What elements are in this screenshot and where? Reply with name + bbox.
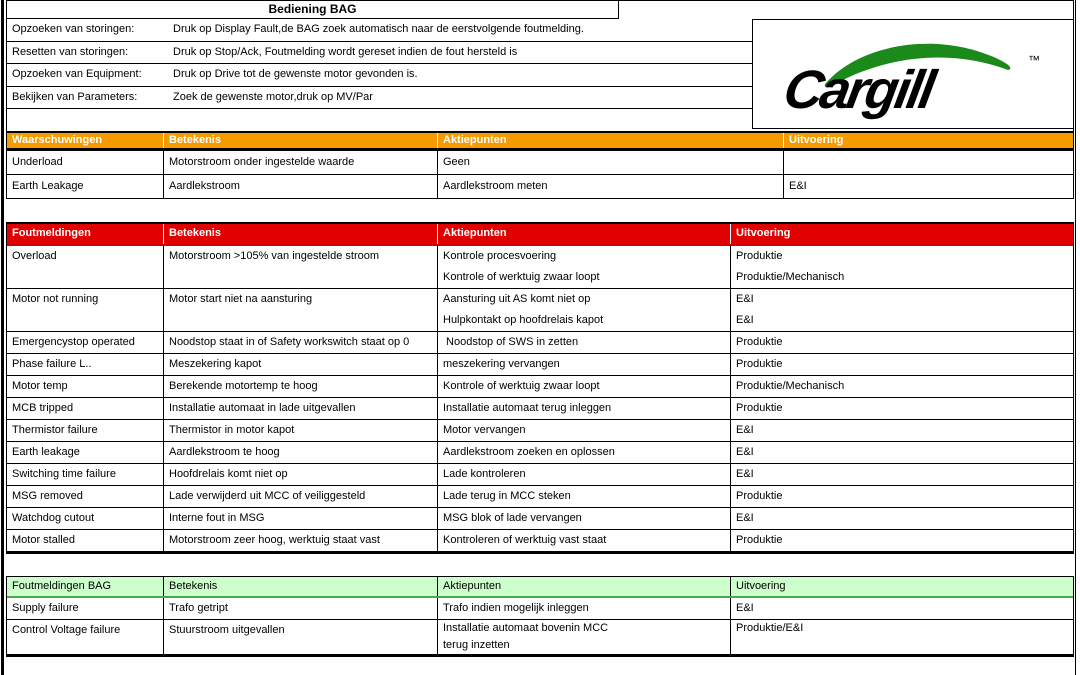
table-row — [7, 151, 1073, 175]
instruction-text: Druk op Display Fault,de BAG zoek automatisch naar de eerstvolgende foutmelding. — [173, 23, 584, 35]
action-lines — [438, 398, 1073, 419]
action-lines — [438, 420, 1073, 441]
meaning-cell: Trafo getript — [164, 598, 438, 619]
meaning-cell: Meszekering kapot — [164, 354, 438, 375]
action-lines — [438, 332, 1073, 353]
action-lines — [438, 620, 1073, 654]
table-row — [7, 442, 1073, 464]
action-line — [438, 246, 1073, 267]
action-cell: meszekering vervangen — [438, 354, 731, 375]
instruction-label: Resetten van storingen: — [12, 46, 129, 58]
meaning-cell: Noodstop staat in of Safety workswitch staat op 0 — [164, 332, 438, 353]
instruction-text: Zoek de gewenste motor,druk op MV/Par — [173, 91, 373, 103]
foutmeldingen-header-row — [7, 224, 1073, 246]
fault-name-cell: Motor temp — [7, 376, 164, 397]
action-line — [438, 442, 1073, 463]
action-line — [438, 530, 1073, 551]
column-header: Foutmeldingen — [7, 224, 164, 244]
action-line — [438, 420, 1073, 441]
executor-cell: E&I — [736, 468, 754, 480]
action-line — [438, 175, 1073, 198]
meaning-cell: Motorstroom >105% van ingestelde stroom — [164, 246, 438, 288]
action-line — [438, 398, 1073, 419]
column-header: Aktiepunten — [438, 224, 731, 244]
action-line — [438, 464, 1073, 485]
action-lines — [438, 598, 1073, 619]
action-cell: Kontrole procesvoering — [438, 246, 731, 267]
action-lines — [438, 354, 1073, 375]
meaning-cell: Motor start niet na aansturing — [164, 289, 438, 331]
action-cell: Lade terug in MCC steken — [438, 486, 731, 507]
fault-name-cell: Emergencystop operated — [7, 332, 164, 353]
fault-name-cell: Switching time failure — [7, 464, 164, 485]
fault-name-cell: Underload — [7, 151, 164, 174]
fault-name-cell: Earth leakage — [7, 442, 164, 463]
executor-cell: E&I — [736, 602, 754, 614]
table-row — [7, 398, 1073, 420]
foutmeldingen-bag-table — [6, 576, 1074, 657]
action-cell: Aardlekstroom meten — [438, 175, 784, 198]
meaning-cell: Aardlekstroom te hoog — [164, 442, 438, 463]
cargill-logo-graphic — [768, 26, 1058, 122]
action-lines — [438, 175, 1073, 198]
instruction-row — [7, 42, 753, 64]
fault-name-cell: Control Voltage failure — [7, 620, 164, 654]
action-cell: Kontrole of werktuig zwaar loopt — [438, 267, 731, 288]
executor-cell: Produktie — [736, 402, 783, 414]
column-header: Foutmeldingen BAG — [7, 577, 164, 596]
fault-name-cell: Earth Leakage — [7, 175, 164, 198]
page-title: Bediening BAG — [7, 1, 619, 19]
table-row — [7, 289, 1073, 332]
meaning-cell: Berekende motortemp te hoog — [164, 376, 438, 397]
meaning-cell: Interne fout in MSG — [164, 508, 438, 529]
column-header: Uitvoering — [736, 227, 791, 239]
meaning-cell: Aardlekstroom — [164, 175, 438, 198]
fault-name-cell: Motor stalled — [7, 530, 164, 551]
executor-cell — [731, 637, 1073, 654]
column-header: Aktiepunten — [438, 577, 731, 596]
table-row — [7, 420, 1073, 442]
foutmeldingen-bag-header-row — [7, 577, 1073, 598]
instruction-label: Opzoeken van Equipment: — [12, 68, 142, 80]
action-line — [438, 310, 1073, 331]
executor-cell: E&I — [789, 180, 807, 192]
column-header: Waarschuwingen — [7, 133, 164, 148]
meaning-cell: Hoofdrelais komt niet op — [164, 464, 438, 485]
action-cell: Kontroleren of werktuig vast staat — [438, 530, 731, 551]
action-lines — [438, 151, 1073, 174]
cargill-wordmark: Cargill — [779, 59, 938, 120]
executor-cell: E&I — [736, 293, 754, 305]
action-lines — [438, 486, 1073, 507]
meaning-cell: Installatie automaat in lade uitgevallen — [164, 398, 438, 419]
fault-name-cell: Thermistor failure — [7, 420, 164, 441]
instruction-label: Opzoeken van storingen: — [12, 23, 135, 35]
foutmeldingen-table — [6, 222, 1074, 554]
fault-name-cell: MSG removed — [7, 486, 164, 507]
page-right-border — [1075, 0, 1076, 675]
executor-cell: E&I — [736, 512, 754, 524]
meaning-cell: Thermistor in motor kapot — [164, 420, 438, 441]
action-cell: Lade kontroleren — [438, 464, 731, 485]
meaning-cell: Motorstroom zeer hoog, werktuig staat vast — [164, 530, 438, 551]
action-line — [438, 289, 1073, 310]
cargill-logo — [752, 19, 1074, 129]
table-row — [7, 332, 1073, 354]
action-cell: Motor vervangen — [438, 420, 731, 441]
instruction-text: Druk op Stop/Ack, Foutmelding wordt gereset indien de fout hersteld is — [173, 46, 518, 58]
action-cell: Geen — [438, 151, 784, 174]
table-row — [7, 464, 1073, 486]
table-row — [7, 175, 1073, 199]
action-cell: MSG blok of lade vervangen — [438, 508, 731, 529]
action-line — [438, 267, 1073, 288]
instruction-row — [7, 19, 753, 42]
fault-name-cell: Watchdog cutout — [7, 508, 164, 529]
table-row — [7, 598, 1073, 620]
column-header: Uitvoering — [789, 134, 844, 146]
action-cell: Aansturing uit AS komt niet op — [438, 289, 731, 310]
action-cell: Installatie automaat terug inleggen — [438, 398, 731, 419]
column-header: Betekenis — [164, 224, 438, 244]
action-cell: Noodstop of SWS in zetten — [438, 332, 731, 353]
executor-cell: E&I — [736, 446, 754, 458]
action-cell: Trafo indien mogelijk inleggen — [438, 598, 731, 619]
meaning-cell: Stuurstroom uitgevallen — [164, 620, 438, 654]
action-cell: terug inzetten — [438, 637, 731, 654]
page-left-border — [1, 0, 4, 675]
executor-cell: Produktie/E&I — [736, 622, 804, 634]
waarschuwingen-header-row — [7, 133, 1073, 151]
action-lines — [438, 246, 1073, 288]
meaning-cell: Motorstroom onder ingestelde waarde — [164, 151, 438, 174]
action-line — [438, 598, 1073, 619]
fault-name-cell: MCB tripped — [7, 398, 164, 419]
table-row — [7, 486, 1073, 508]
table-row — [7, 376, 1073, 398]
action-line — [438, 354, 1073, 375]
action-lines — [438, 530, 1073, 551]
executor-cell: Produktie — [736, 490, 783, 502]
top-section — [6, 0, 1074, 131]
column-header: Betekenis — [164, 577, 438, 596]
action-cell: Installatie automaat bovenin MCC — [438, 620, 731, 637]
executor-cell: E&I — [736, 424, 754, 436]
executor-cell: Produktie — [736, 250, 783, 262]
executor-cell: Produktie — [736, 358, 783, 370]
trademark-symbol: ™ — [1028, 53, 1040, 67]
action-lines — [438, 376, 1073, 397]
action-line — [438, 332, 1073, 353]
executor-cell: Produktie — [736, 534, 783, 546]
instruction-label: Bekijken van Parameters: — [12, 91, 138, 103]
executor-cell — [784, 151, 1073, 174]
table-row — [7, 508, 1073, 530]
table-row — [7, 246, 1073, 289]
action-line — [438, 620, 1073, 637]
fault-name-cell: Overload — [7, 246, 164, 288]
fault-name-cell: Motor not running — [7, 289, 164, 331]
instruction-text: Druk op Drive tot de gewenste motor gevonden is. — [173, 68, 418, 80]
fault-name-cell: Supply failure — [7, 598, 164, 619]
executor-cell: Produktie — [736, 336, 783, 348]
action-lines — [438, 442, 1073, 463]
action-line — [438, 637, 1073, 654]
waarschuwingen-table — [6, 131, 1074, 199]
action-line — [438, 486, 1073, 507]
action-cell: Kontrole of werktuig zwaar loopt — [438, 376, 731, 397]
action-line — [438, 151, 1073, 174]
action-cell: Hulpkontakt op hoofdrelais kapot — [438, 310, 731, 331]
action-line — [438, 376, 1073, 397]
column-header: Uitvoering — [736, 580, 786, 592]
instruction-row — [7, 87, 753, 109]
table-row — [7, 530, 1073, 552]
meaning-cell: Lade verwijderd uit MCC of veiliggesteld — [164, 486, 438, 507]
table-row — [7, 354, 1073, 376]
column-header: Aktiepunten — [438, 133, 784, 148]
executor-cell: E&I — [736, 314, 754, 326]
instruction-row — [7, 64, 753, 87]
table-row — [7, 620, 1073, 655]
action-lines — [438, 464, 1073, 485]
executor-cell: Produktie/Mechanisch — [736, 271, 845, 283]
action-line — [438, 508, 1073, 529]
action-lines — [438, 508, 1073, 529]
executor-cell: Produktie/Mechanisch — [736, 380, 845, 392]
action-cell: Aardlekstroom zoeken en oplossen — [438, 442, 731, 463]
action-lines — [438, 289, 1073, 331]
column-header: Betekenis — [164, 133, 438, 148]
fault-name-cell: Phase failure L.. — [7, 354, 164, 375]
